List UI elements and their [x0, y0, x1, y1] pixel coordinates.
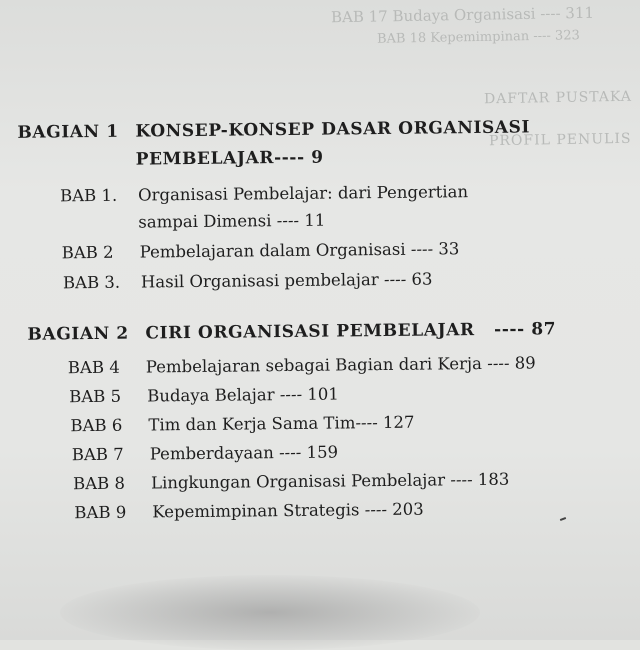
bleedthrough-line: BAB 18 Kepemimpinan ---- 323	[377, 28, 581, 47]
part-title-line: PEMBELAJAR---- 9	[135, 147, 324, 170]
chapter-number: BAB 8	[72, 473, 126, 494]
chapter-number: BAB 6	[70, 415, 123, 436]
camera-shadow	[60, 575, 480, 650]
part-1-title-cont	[136, 147, 324, 171]
bleedthrough-line: DAFTAR PUSTAKA	[483, 88, 633, 108]
chapter-title: Lingkungan Organisasi Pembelajar ---- 183	[150, 469, 510, 493]
part-label: BAGIAN 1	[17, 121, 119, 143]
chapter-number: BAB 1.	[59, 185, 118, 206]
chapter-title: Organisasi Pembelajar: dari Pengertian	[137, 182, 469, 205]
chapter-title: Tim dan Kerja Sama Tim---- 127	[148, 412, 415, 435]
bleedthrough-line: PROFIL PENULIS	[489, 130, 633, 150]
part-page-number: ---- 87	[494, 319, 557, 340]
chapter-title: Hasil Organisasi pembelajar ---- 63	[140, 269, 433, 292]
bleedthrough-line: BAB 17 Budaya Organisasi ---- 311	[330, 3, 595, 27]
part-1-title	[135, 116, 530, 142]
part-1-heading	[17, 121, 119, 144]
part-title-line: KONSEP-KONSEP DASAR ORGANISASI	[135, 117, 531, 142]
chapter-title: Pembelajaran sebagai Bagian dari Kerja ---- 89	[145, 353, 536, 377]
chapter-number: BAB 7	[71, 444, 124, 465]
part-label: BAGIAN 2	[27, 323, 129, 345]
chapter-number: BAB 3.	[62, 272, 121, 293]
part-2-heading	[27, 323, 129, 346]
chapter-number: BAB 5	[69, 386, 122, 407]
chapter-title: Pemberdayaan ---- 159	[149, 442, 339, 464]
chapter-number: BAB 2	[61, 242, 114, 263]
chapter-title-cont: sampai Dimensi ---- 11	[138, 210, 326, 232]
chapter-title: Kepemimpinan Strategis ---- 203	[152, 499, 424, 522]
chapter-number: BAB 9	[74, 502, 127, 523]
part-2-title	[145, 318, 556, 344]
part-title-line: CIRI ORGANISASI PEMBELAJAR	[145, 320, 475, 344]
chapter-title: Pembelajaran dalam Organisasi ---- 33	[139, 239, 460, 262]
chapter-title: Budaya Belajar ---- 101	[147, 384, 339, 406]
chapter-number: BAB 4	[67, 357, 120, 378]
